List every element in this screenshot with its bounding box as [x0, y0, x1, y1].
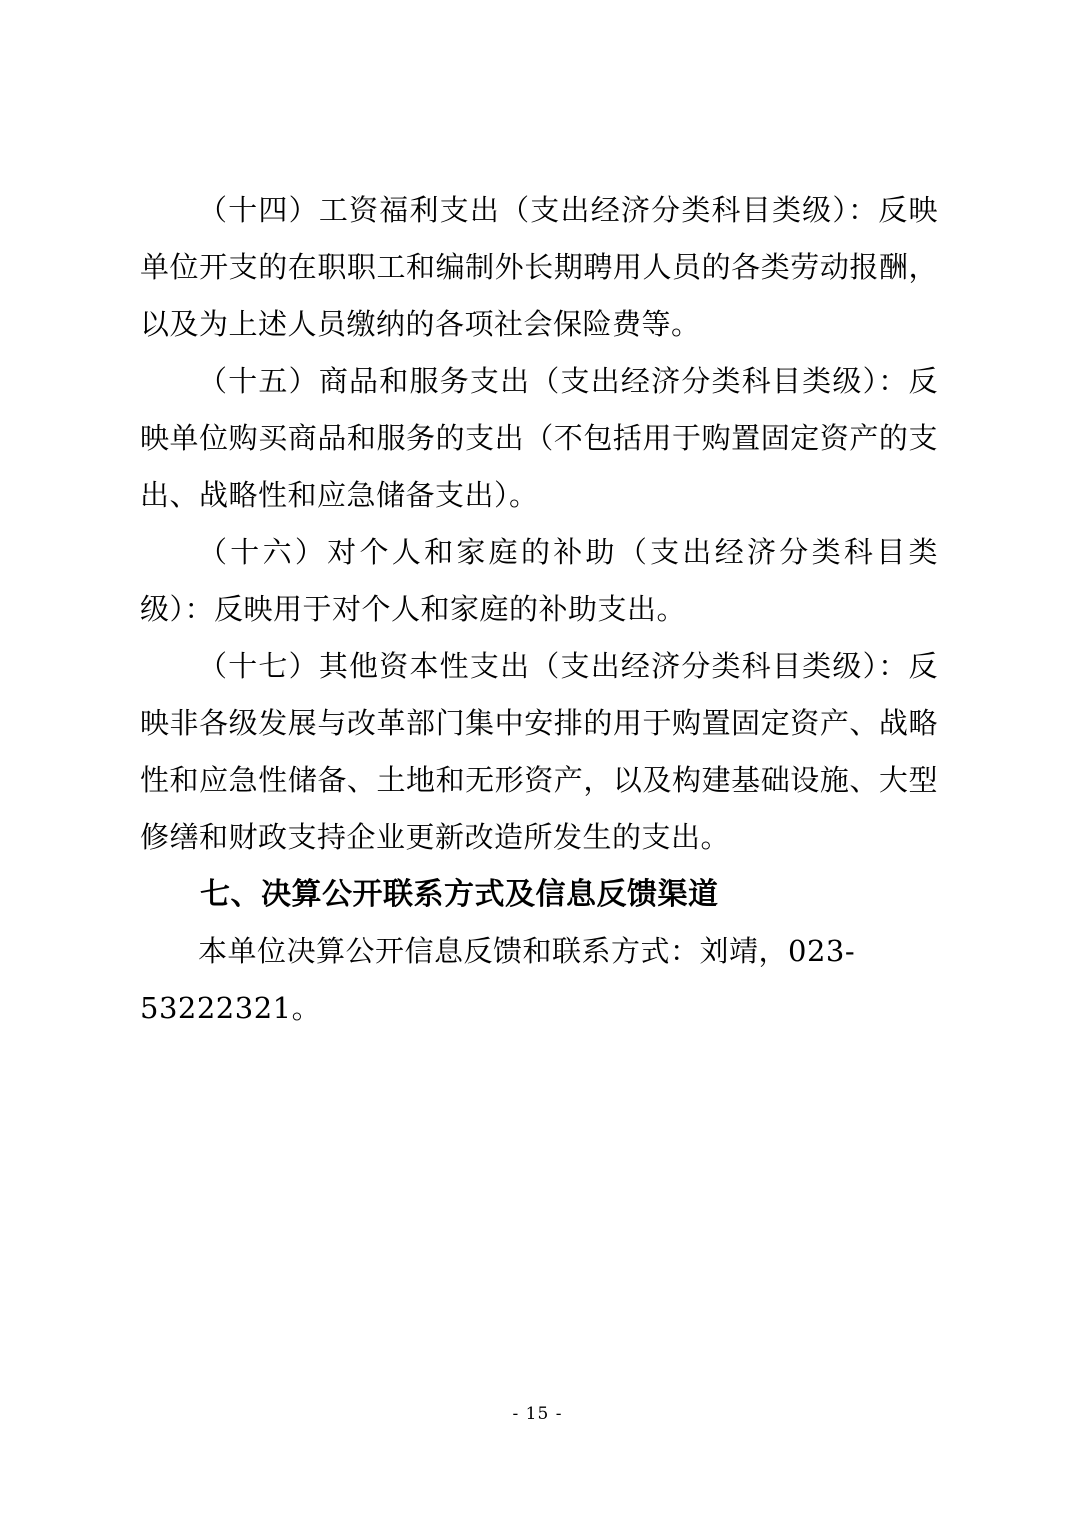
document-content: [140, 182, 938, 1037]
page-number: - 15 -: [512, 1404, 563, 1424]
body-paragraph-17: （十七）其他资本性支出（支出经济分类科目类级）：反映非各级发展与改革部门集中安排的用于购置固定资产、战略性和应急性储备、土地和无形资产，以及构建基础设施、大型修缮和财政支持企业更新改造所发生的支出。: [140, 649, 938, 854]
body-paragraph-14: （十四）工资福利支出（支出经济分类科目类级）：反映单位开支的在职职工和编制外长期聘用人员的各类劳动报酬，以及为上述人员缴纳的各项社会保险费等。: [140, 193, 938, 341]
section-heading: 七、决算公开联系方式及信息反馈渠道: [200, 878, 719, 911]
contact-paragraph: 本单位决算公开信息反馈和联系方式：刘靖，023-53222321。: [140, 934, 856, 1025]
body-paragraph-15: （十五）商品和服务支出（支出经济分类科目类级）：反映单位购买商品和服务的支出（不包括用于购置固定资产的支出、战略性和应急储备支出）。: [140, 364, 938, 512]
body-paragraph-16: （十六）对个人和家庭的补助（支出经济分类科目类级）：反映用于对个人和家庭的补助支出。: [140, 535, 938, 626]
